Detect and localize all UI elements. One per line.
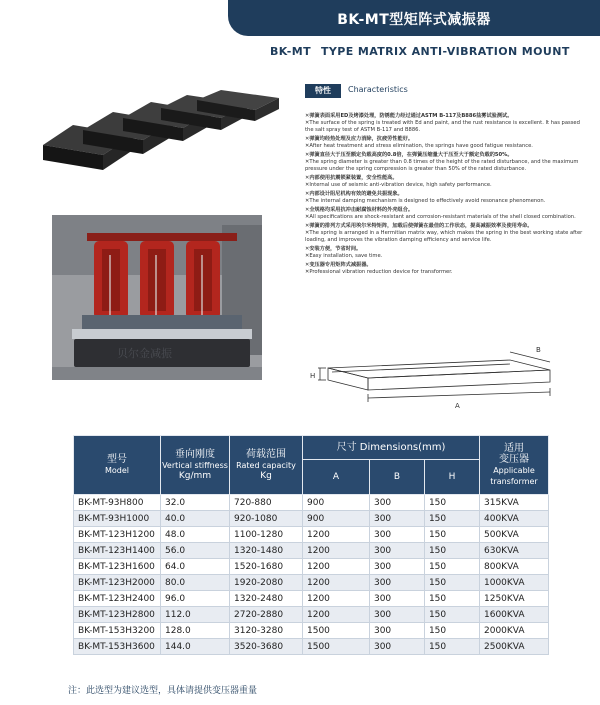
feature-en: ✕The surface of the spring is treated with Ed and paint, and the rust resistance is excellent. It has passed the salt spray test of ASTM B-117 and B886. — [305, 120, 580, 133]
cell-b: 300 — [369, 623, 424, 639]
cell-h: 150 — [424, 511, 479, 527]
cell-b: 300 — [369, 543, 424, 559]
cell-a: 1200 — [303, 591, 370, 607]
footnote: 注：此选型为建议选型，具体请提供变压器重量 — [68, 686, 258, 696]
cell-transformer: 315KVA — [480, 495, 549, 511]
cell-h: 150 — [424, 639, 479, 655]
cell-load: 1320-2480 — [230, 591, 303, 607]
cell-transformer: 630KVA — [480, 543, 549, 559]
cell-stiffness: 64.0 — [161, 559, 230, 575]
cell-load: 1920-2080 — [230, 575, 303, 591]
cell-load: 1320-1480 — [230, 543, 303, 559]
table-row — [74, 511, 549, 527]
dimension-drawing — [310, 340, 560, 415]
header-model-cn: 型号 — [107, 454, 127, 465]
cell-b: 300 — [369, 495, 424, 511]
cell-transformer: 500KVA — [480, 527, 549, 543]
header-stiff-unit: Kg/mm — [178, 470, 212, 481]
cell-h: 150 — [424, 543, 479, 559]
header-model-en: Model — [104, 466, 130, 475]
cell-a: 1500 — [303, 623, 370, 639]
cell-load: 3520-3680 — [230, 639, 303, 655]
cell-stiffness: 40.0 — [161, 511, 230, 527]
cell-h: 150 — [424, 591, 479, 607]
feature-cn: ✕弹簧表面采用ED及烤漆处理，防锈能力经过通过ASTM B-117及B886盐雾试验测试。 — [305, 113, 513, 119]
cell-b: 300 — [369, 607, 424, 623]
cell-h: 150 — [424, 527, 479, 543]
cell-model: BK-MT-123H1600 — [74, 559, 161, 575]
feature-en: ✕Easy installation, save time. — [305, 253, 383, 259]
table-row — [74, 639, 549, 655]
cell-stiffness: 32.0 — [161, 495, 230, 511]
cell-b: 300 — [369, 639, 424, 655]
header-load-en: Rated capacity — [236, 460, 296, 470]
cell-model: BK-MT-93H1000 — [74, 511, 161, 527]
spec-table — [73, 435, 549, 655]
cell-b: 300 — [369, 575, 424, 591]
table-row — [74, 591, 549, 607]
table-row — [74, 543, 549, 559]
cell-transformer: 800KVA — [480, 559, 549, 575]
feature-cn: ✕弹簧直径大于压至额定负载高度的0.8倍，在弹簧压缩量大于压至大于额定负载的50%。 — [305, 152, 513, 158]
cell-stiffness: 112.0 — [161, 607, 230, 623]
characteristics-label: Characteristics — [348, 85, 408, 94]
feature-en: ✕The spring diameter is greater than 0.8 times of the height of the rated disturbance, and the maximum pressure under the spring compression is greater than 50% of the rated disturbance. — [305, 159, 579, 172]
cell-load: 720-880 — [230, 495, 303, 511]
cell-transformer: 400KVA — [480, 511, 549, 527]
table-row — [74, 527, 549, 543]
cell-stiffness: 144.0 — [161, 639, 230, 655]
header-trans-en2: transformer — [490, 477, 538, 486]
cell-b: 300 — [369, 527, 424, 543]
cell-h: 150 — [424, 495, 479, 511]
page-subtitle — [270, 45, 570, 58]
cell-b: 300 — [369, 511, 424, 527]
header-trans-en1: Applicable — [493, 466, 535, 475]
characteristics-list — [305, 113, 590, 278]
cell-model: BK-MT-123H2800 — [74, 607, 161, 623]
header-trans-cn2: 变压器 — [499, 454, 529, 465]
cell-b: 300 — [369, 591, 424, 607]
title-banner — [228, 0, 600, 36]
cell-load: 3120-3280 — [230, 623, 303, 639]
cell-a: 900 — [303, 511, 370, 527]
cell-b: 300 — [369, 559, 424, 575]
cell-a: 1500 — [303, 639, 370, 655]
col-load — [230, 436, 303, 495]
cell-stiffness: 80.0 — [161, 575, 230, 591]
cell-load: 1100-1280 — [230, 527, 303, 543]
photo-caption: 贝尔金减振 — [117, 347, 172, 360]
cell-stiffness: 48.0 — [161, 527, 230, 543]
feature-cn: ✕弹簧的排列方式采用埃尔米特矩阵，加载后使弹簧在最佳的工作状态，提高减振效率及使用寿命。 — [305, 223, 533, 229]
cell-transformer: 1000KVA — [480, 575, 549, 591]
cell-a: 1200 — [303, 527, 370, 543]
cell-stiffness: 56.0 — [161, 543, 230, 559]
header-dim-a: A — [303, 460, 370, 495]
drawing-label-h: H — [310, 372, 316, 380]
cell-a: 900 — [303, 495, 370, 511]
feature-en: ✕The internal damping mechanism is designed to effectively avoid resonance phenomenon. — [305, 198, 546, 204]
cell-model: BK-MT-123H1200 — [74, 527, 161, 543]
table-row — [74, 559, 549, 575]
header-load-cn: 荷载范围 — [246, 448, 286, 460]
cell-a: 1200 — [303, 575, 370, 591]
table-row — [74, 607, 549, 623]
mount-strips — [43, 90, 279, 170]
feature-cn: ✕弹簧均经热处理及应力消除，抗疲劳性能好。 — [305, 136, 414, 142]
col-stiffness — [161, 436, 230, 495]
header-dim-b: B — [369, 460, 424, 495]
feature-en: ✕After heat treatment and stress elimination, the springs have good fatigue resistance. — [305, 143, 533, 149]
header-load-unit: Kg — [260, 470, 272, 481]
col-transformer — [480, 436, 549, 495]
feature-cn: ✕全规格均采用抗冲击耐腐蚀材料的外壳组合。 — [305, 207, 414, 213]
cell-a: 1200 — [303, 543, 370, 559]
page-title: BK-MT型矩阵式减振器 — [337, 12, 491, 28]
drawing-label-a: A — [455, 402, 460, 410]
cell-h: 150 — [424, 559, 479, 575]
cell-transformer: 1600KVA — [480, 607, 549, 623]
cell-transformer: 1250KVA — [480, 591, 549, 607]
cell-a: 1200 — [303, 559, 370, 575]
subtitle-code: BK-MT — [270, 45, 311, 58]
header-dimensions: 尺寸 Dimensions(mm) — [303, 436, 480, 460]
cell-model: BK-MT-153H3600 — [74, 639, 161, 655]
cell-transformer: 2000KVA — [480, 623, 549, 639]
mount-product-image — [35, 90, 285, 195]
cell-model: BK-MT-153H3200 — [74, 623, 161, 639]
header-stiff-cn: 垂向刚度 — [175, 448, 215, 460]
cell-stiffness: 96.0 — [161, 591, 230, 607]
characteristics-badge: 特性 — [305, 84, 341, 98]
header-trans-cn1: 适用 — [504, 443, 524, 454]
cell-load: 2720-2880 — [230, 607, 303, 623]
col-model — [74, 436, 161, 495]
feature-cn: ✕变压器专用矩阵式减振器。 — [305, 262, 372, 268]
feature-en: ✕The spring is arranged in a Hermitian matrix way, which makes the spring in the best working state after loading, and improves the vibration damping efficiency and service life. — [305, 230, 583, 243]
table-row — [74, 623, 549, 639]
table-row — [74, 575, 549, 591]
transformer-photo — [52, 215, 262, 380]
cell-stiffness: 128.0 — [161, 623, 230, 639]
cell-h: 150 — [424, 575, 479, 591]
subtitle-text: TYPE MATRIX ANTI-VIBRATION MOUNT — [320, 45, 570, 58]
cell-transformer: 2500KVA — [480, 639, 549, 655]
cell-model: BK-MT-123H2400 — [74, 591, 161, 607]
feature-cn: ✕内部设计阻尼机构有效的避免共振现象。 — [305, 191, 403, 197]
table-row — [74, 495, 549, 511]
feature-en: ✕Professional vibration reduction device for transformer. — [305, 269, 453, 275]
cell-h: 150 — [424, 607, 479, 623]
cell-model: BK-MT-123H2000 — [74, 575, 161, 591]
header-stiff-en: Vertical stiffness — [162, 460, 228, 470]
drawing-label-b: B — [536, 346, 541, 354]
feature-en: ✕Internal use of seismic anti-vibration device, high safety performance. — [305, 182, 492, 188]
cell-h: 150 — [424, 623, 479, 639]
cell-load: 920-1080 — [230, 511, 303, 527]
cell-model: BK-MT-93H800 — [74, 495, 161, 511]
feature-en: ✕All specifications are shock-resistant and corrosion-resistant materials of the shell closed combination. — [305, 214, 576, 220]
cell-load: 1520-1680 — [230, 559, 303, 575]
cell-a: 1200 — [303, 607, 370, 623]
header-dim-h: H — [424, 460, 479, 495]
feature-cn: ✕内部使用抗震锁紧装置，安全性能高。 — [305, 175, 398, 181]
cell-model: BK-MT-123H1400 — [74, 543, 161, 559]
feature-cn: ✕安装方便，节省时间。 — [305, 246, 362, 252]
